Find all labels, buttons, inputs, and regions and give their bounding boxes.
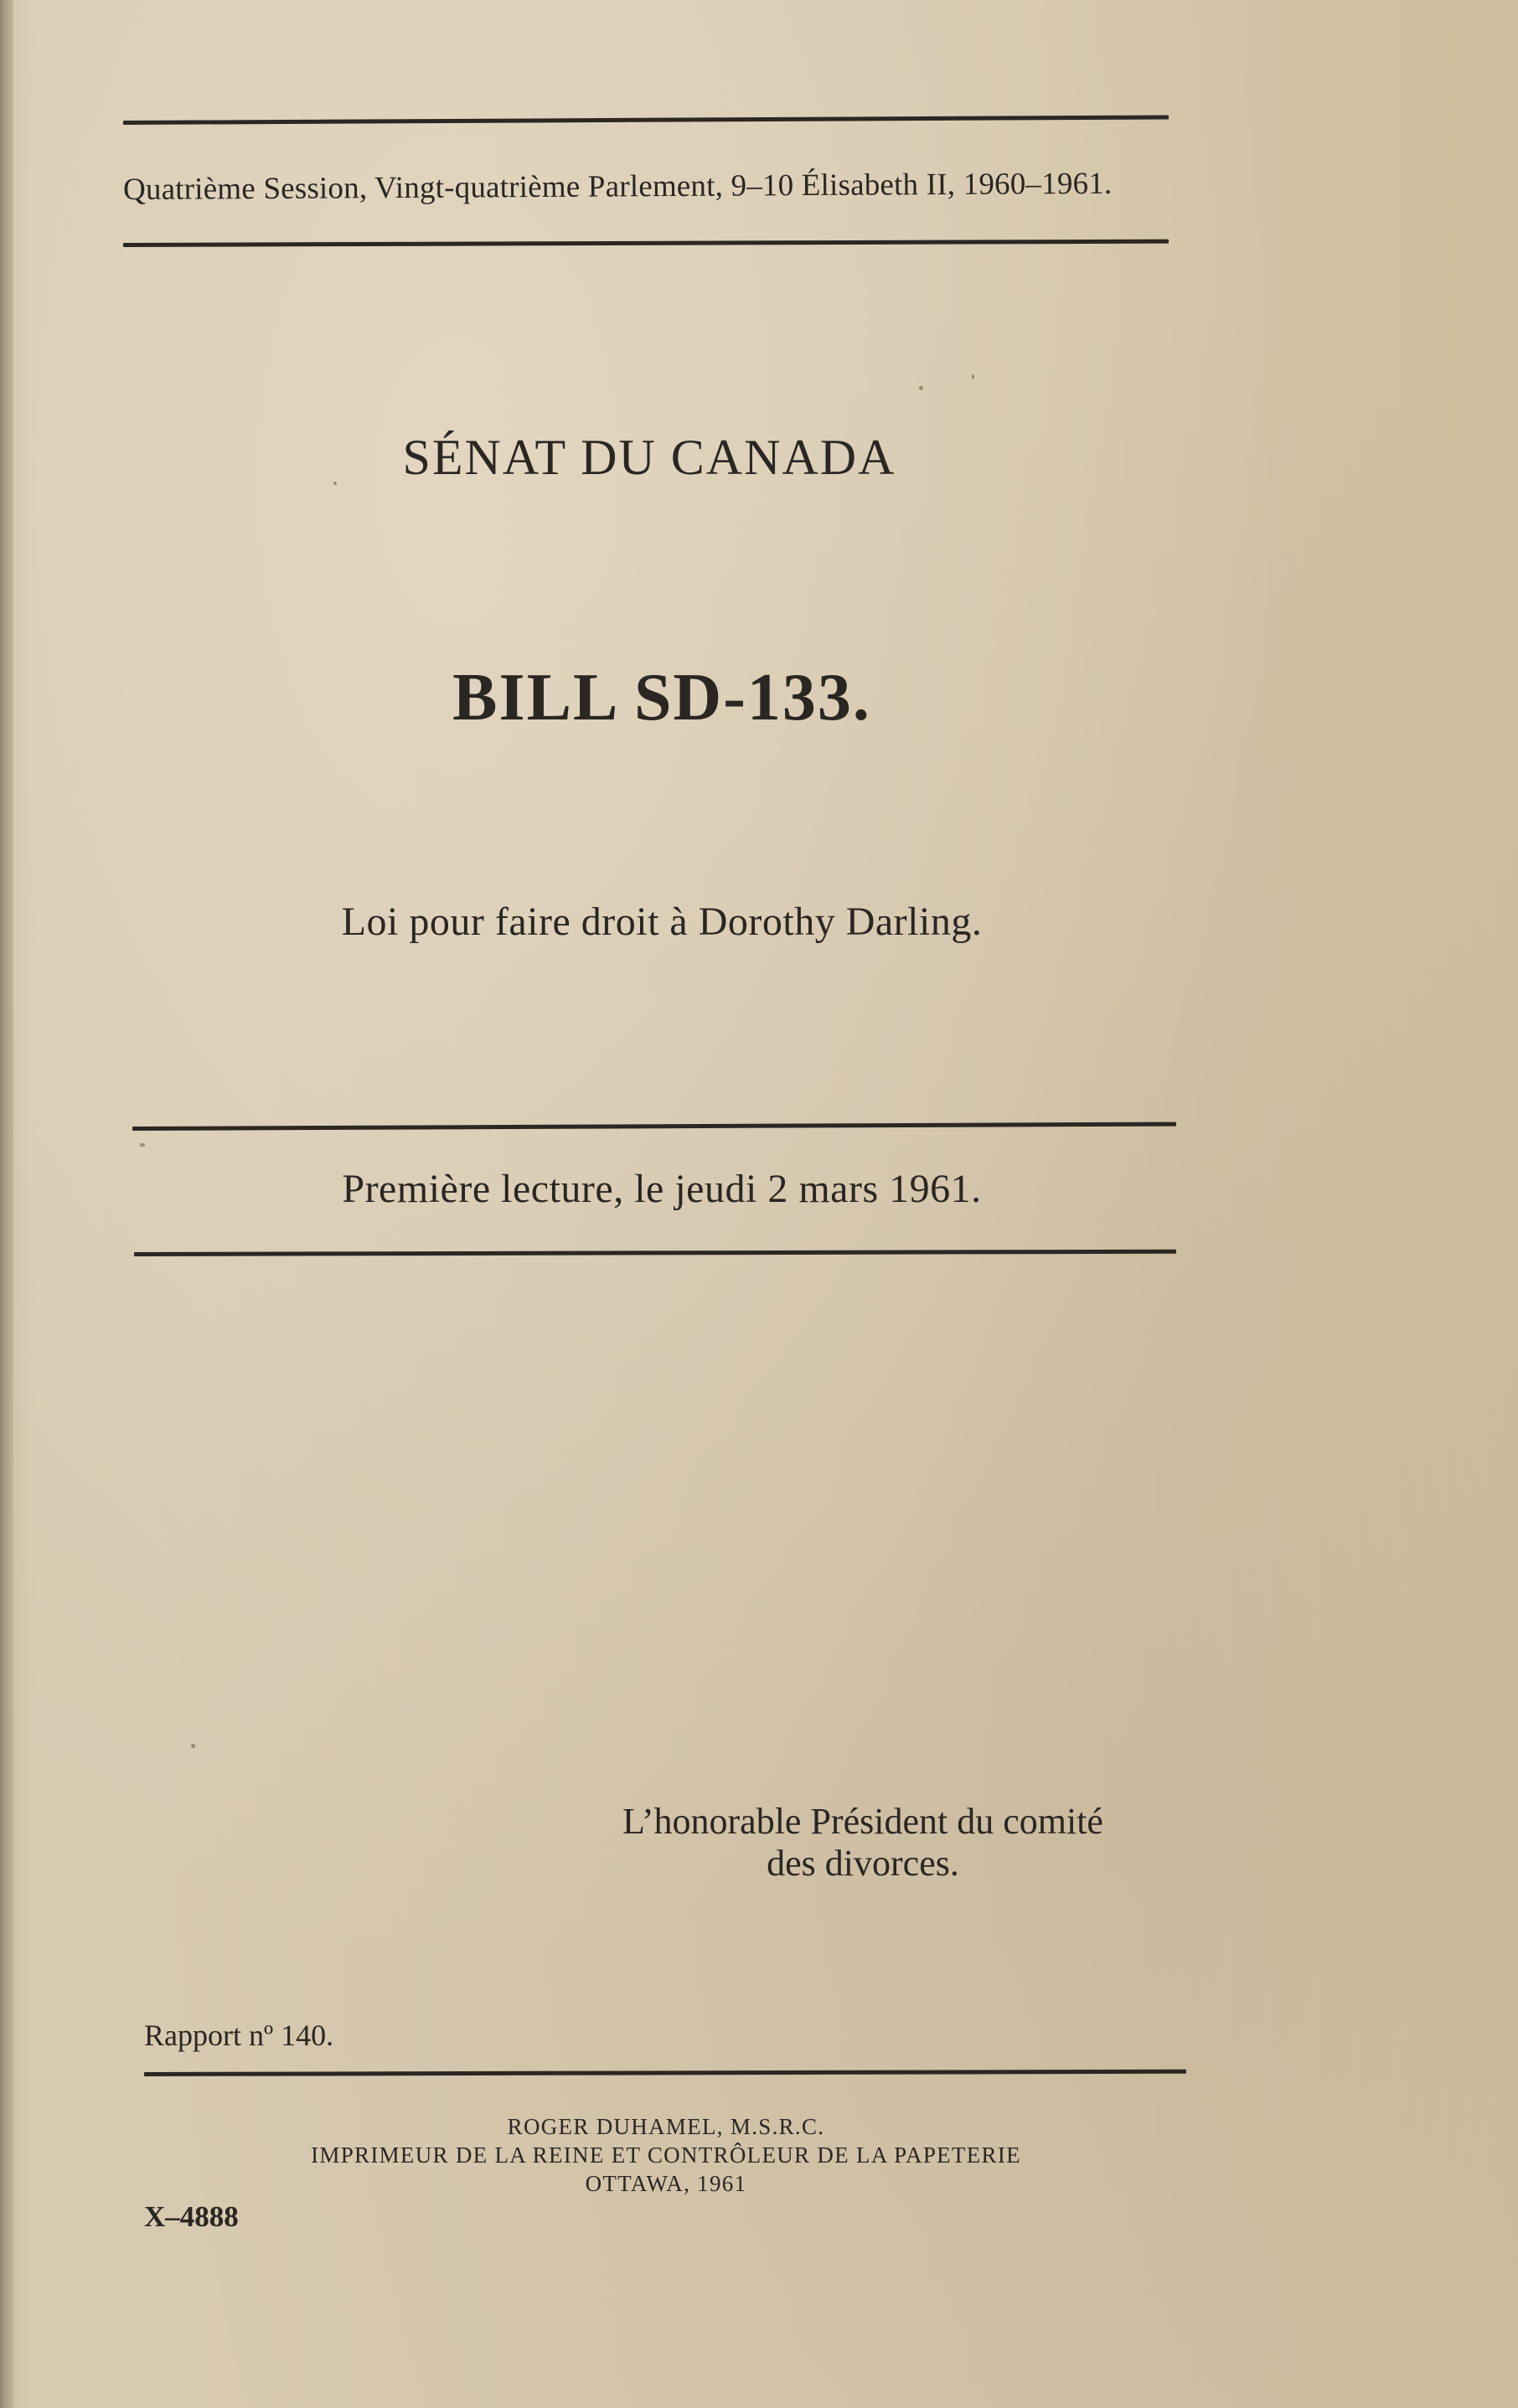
printer-name: ROGER DUHAMEL, M.S.R.C. bbox=[507, 2114, 825, 2139]
header-rule-bottom bbox=[123, 240, 1169, 247]
footer-rule bbox=[144, 2070, 1186, 2076]
session-line: Quatrième Session, Vingt-quatrième Parlement, 9–10 Élisabeth II, 1960–1961. bbox=[122, 166, 1113, 207]
paper-speck bbox=[140, 1143, 145, 1147]
report-number: Rapport nº 140. bbox=[144, 2019, 334, 2052]
bill-short-title: Loi pour faire droit à Dorothy Darling. bbox=[341, 900, 983, 944]
paper-speck bbox=[919, 386, 923, 390]
printer-title: IMPRIMEUR DE LA REINE ET CONTRÔLEUR DE LA PAPETERIE bbox=[311, 2142, 1021, 2168]
printer-imprint bbox=[0, 2112, 1332, 2198]
printer-place-year: OTTAWA, 1961 bbox=[585, 2171, 747, 2196]
document-code: X–4888 bbox=[144, 2200, 239, 2233]
paper-speck bbox=[191, 1744, 195, 1748]
paper-speck bbox=[333, 482, 337, 485]
reading-rule-bottom bbox=[134, 1250, 1176, 1256]
sponsor-line-1: L’honorable Président du comité bbox=[622, 1801, 1103, 1842]
reading-rule-top bbox=[132, 1122, 1176, 1131]
paper-speck bbox=[972, 374, 974, 379]
bill-number: BILL SD-133. bbox=[452, 661, 871, 735]
header-rule-top bbox=[123, 115, 1169, 125]
sponsor-line-2: des divorces. bbox=[767, 1843, 959, 1884]
first-reading-line: Première lecture, le jeudi 2 mars 1961. bbox=[342, 1167, 982, 1211]
chamber-title: SÉNAT DU CANADA bbox=[402, 430, 896, 485]
sponsor-block bbox=[561, 1801, 1164, 1885]
